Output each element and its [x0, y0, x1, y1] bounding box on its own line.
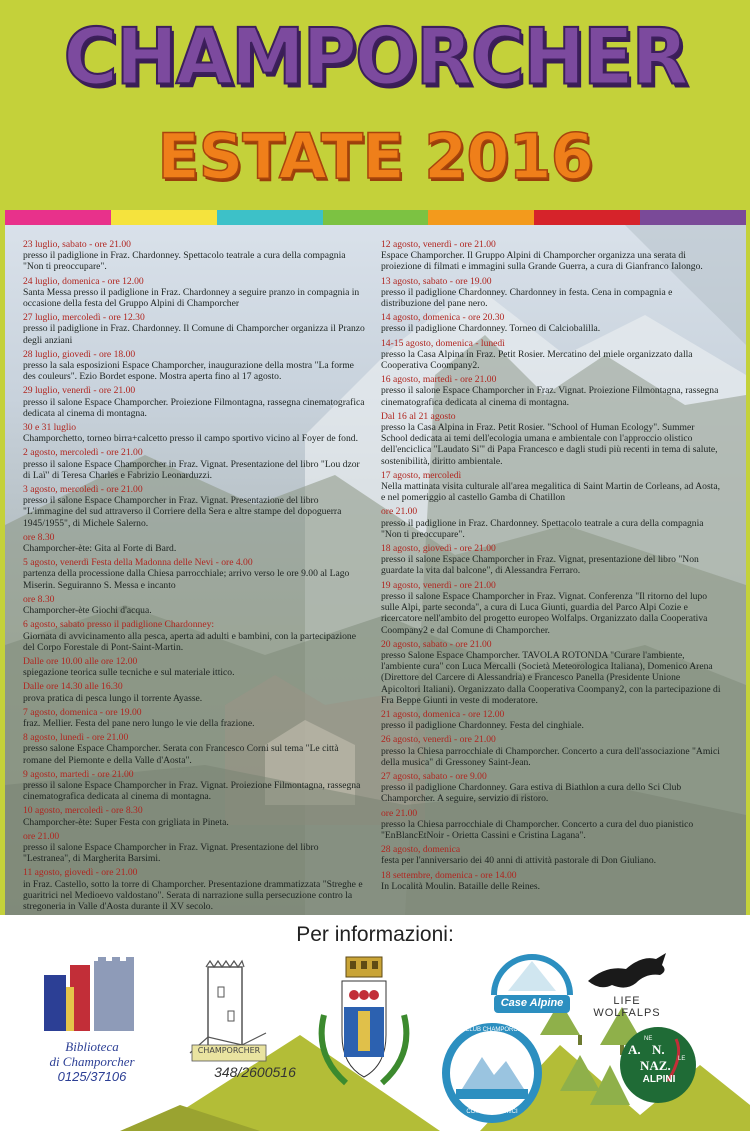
event-item: [23, 769, 367, 803]
event-description: festa per l'anniversario dei 40 anni di attività pastorale di Don Giuliano.: [381, 855, 657, 867]
event-date: 30 e 31 luglio: [23, 422, 77, 434]
event-description: Champorcher-ète: Super Festa con grigliata in Pineta.: [23, 816, 229, 828]
ana-alpini: ALPINI: [642, 1074, 676, 1085]
event-item: [23, 707, 367, 729]
event-date: 27 agosto, sabato - ore 9.00: [381, 770, 487, 782]
event-date: ore 21.00: [23, 830, 60, 842]
event-item: [23, 831, 367, 865]
event-item: [381, 338, 721, 372]
event-date: ore 21.00: [381, 506, 418, 518]
event-date: 24 luglio, domenica - ore 12.00: [23, 275, 144, 287]
event-description: presso il salone Espace Champorcher in Fraz. Vignat, presentazione del libro "Non guardate la vita dal balcone", di Alessandra Ferraro.: [381, 554, 699, 577]
event-date: Dalle ore 10.00 alle ore 12.00: [23, 655, 138, 667]
event-item: [381, 543, 721, 577]
event-item: [381, 771, 721, 805]
event-description: presso salone Espace Champorcher. Serata con Francesco Corni sul tema "Le città romane del Piemonte e della Valle d'Aosta".: [23, 743, 339, 766]
event-description: partenza della processione dalla Chiesa parrocchiale; arrivo verso le ore 9.00 al Lago Miserin. Seguiranno S. Messa e incanto: [23, 568, 350, 591]
event-date: Dal 16 al 21 agosto: [381, 410, 456, 422]
event-date: 18 settembre, domenica - ore 14.00: [381, 869, 517, 881]
ski-club-bottom-label: COMI BASE AMICI: [466, 1109, 518, 1115]
event-item: [23, 422, 367, 444]
event-item: [23, 276, 367, 310]
event-date: 20 agosto, sabato - ore 21.00: [381, 638, 492, 650]
color-stripe: [428, 210, 534, 225]
events-column-right: [381, 239, 721, 895]
event-description: Champorchetto, torneo birra+calcetto presso il campo sportivo vicino al Foyer de fond.: [23, 433, 358, 445]
poster-subtitle: ESTATE 2016: [157, 120, 593, 193]
color-stripe: [534, 210, 640, 225]
event-date: 9 agosto, martedì - ore 21.00: [23, 768, 134, 780]
event-description: presso il padiglione Chardonney. Gara estiva di Biathlon a cura dello Sci Club Champorcher. A seguire, servizio di ristoro.: [381, 782, 682, 805]
ski-club-top-label: SKI CLUB CHAMPORCHER: [453, 1027, 531, 1033]
tower-phone: 348/2600516: [214, 1064, 296, 1080]
event-description: spiegazione teorica sulle tecniche e sul materiale ittico.: [23, 667, 235, 679]
ana-sup-le: LE: [678, 1056, 686, 1062]
event-date: ore 8.30: [23, 531, 55, 543]
event-description: presso il padiglione in Fraz. Chardonney. Spettacolo teatrale a cura della compagnia "Non ti preoccupare".: [23, 250, 346, 273]
event-description: presso il padiglione Chardonney. Chardonney in festa. Cena in compagnia e distribuzione del pane nero.: [381, 286, 673, 310]
event-date: 16 agosto, martedì - ore 21.00: [381, 374, 497, 386]
comune-coat-of-arms-icon: [316, 955, 412, 1095]
ski-club-logo-icon: [436, 1023, 548, 1123]
event-item: [23, 732, 367, 766]
event-description: presso il salone Espace Champorcher in Fraz. Vignat. Presentazione del libro "L'immagine del sud attraverso il Corriere della Sera e altre stampe del dopoguerra 1945/1955", di Michele Salerno.: [23, 495, 342, 529]
event-date: 28 luglio, giovedì - ore 18.00: [23, 348, 136, 360]
event-description: presso il salone Espace Champorcher. Proiezione Filmontagna, rassegna cinematografica dedicata al cinema di montagna.: [23, 396, 365, 419]
event-item: [23, 312, 367, 346]
life-wolfalps-label: LIFE WOLFALPS: [593, 995, 661, 1019]
event-date: 28 agosto, domenica: [381, 844, 461, 856]
event-item: [381, 312, 721, 334]
event-item: [23, 656, 367, 678]
event-item: [23, 447, 367, 481]
event-date: ore 8.30: [23, 593, 55, 605]
event-item: [23, 484, 367, 529]
event-description: presso il salone Espace Champorcher in Fraz. Vignat. Presentazione del libro "Lestranea", di Margherita Barsimi.: [23, 841, 319, 865]
event-description: presso il salone Espace Champorcher in Fraz. Vignat. Conferenza "Il ritorno del lupo sulle Alpi, parte seconda", a cura di Luca Giunti, guardia del Parco Alpi Cozie e ricercatore nell'ambito del progetto europeo Wolfalps. Organizzato dalla Cooperativa Coompany2 e dal Comune di Champorcher.: [381, 590, 708, 636]
event-date: 19 agosto, venerdì - ore 21.00: [381, 579, 496, 591]
event-description: presso il salone Espace Champorcher in Fraz. Vignat. Presentazione del libro "Lou dzor di Laï" di Teresa Charles e Fabrizio Leonarduzzi.: [23, 458, 360, 481]
color-stripe: [640, 210, 746, 225]
event-item: [23, 349, 367, 383]
event-description: prova pratica di pesca lungo il torrente Ayasse.: [23, 692, 203, 704]
event-description: presso la Chiesa parrocchiale di Champorcher. Concerto a cura dell'associazione "Amici della musica" di Gressoney Saint-Jean.: [381, 745, 720, 768]
info-title: Per informazioni:: [296, 923, 454, 946]
event-item: [381, 639, 721, 706]
event-description: in Fraz. Castello, sotto la torre di Champorcher. Presentazione drammatizzata "Streghe e guaritrici nel Medioevo valdostano". Serata di narrazione sulla persecuzione contro la stregoneria in Valle d'Aosta durante il XV secolo.: [23, 878, 363, 912]
event-description: presso la Casa Alpina in Fraz. Petit Rosier. "School of Human Ecology". Summer School dedicata ai temi dell'ecologia umana e ambientale con l'approccio olistico dell'enciclica "Laudato Si'" di Papa Francesco e dagli studi più recenti in tema di salute, sostenibilità, diritto ambientale.: [381, 422, 718, 467]
event-item: [23, 557, 367, 591]
event-date: ore 21.00: [381, 807, 418, 819]
event-date: 14-15 agosto, domenica - lunedì: [381, 337, 505, 349]
event-date: 3 agosto, mercoledì - ore 21.00: [23, 484, 143, 496]
info-section: [0, 915, 750, 1131]
event-date: 12 agosto, venerdì - ore 21.00: [381, 239, 496, 250]
event-date: Dalle ore 14.30 alle 16.30: [23, 681, 123, 693]
header: [0, 0, 750, 210]
event-description: presso il padiglione in Fraz. Chardonney. Il Comune di Champorcher organizza il Pranzo degli anziani: [23, 323, 365, 346]
event-description: Santa Messa presso il padiglione in Fraz. Chardonney a seguire pranzo in compagnia in occasione della festa del Gruppo Alpini di Champorcher: [23, 286, 360, 310]
event-date: 23 luglio, sabato - ore 21.00: [23, 239, 131, 250]
case-alpine-logo-icon: [488, 945, 576, 1023]
color-stripe: [111, 210, 217, 225]
event-item: [381, 870, 721, 892]
event-description: presso Salone Espace Champorcher. TAVOLA ROTONDA "Curare l'ambiente, l'ambiente cura" con Luca Mercalli (Società Meteorologica Italiana), Domenico Arena (Direttore del Carcere di Alessandria) e Francesco Panella (Presidente Unione Apicoltori Italiani). Organizzato dalla Cooperativa Coompany2, con la partecipazione di Fra Beppe Giunti in veste di moderatore.: [381, 649, 721, 706]
wolf-logo-icon: [586, 951, 670, 995]
event-item: [23, 385, 367, 419]
event-date: 5 agosto, venerdì Festa della Madonna delle Nevi - ore 4.00: [23, 557, 253, 569]
event-item: [381, 709, 721, 731]
event-date: 17 agosto, mercoledì: [381, 469, 462, 481]
event-date: 6 agosto, sabato presso il padiglione Chardonney:: [23, 619, 215, 631]
event-date: 29 luglio, venerdì - ore 21.00: [23, 385, 136, 397]
ana-letter-n: N.: [652, 1042, 665, 1057]
event-description: presso la Chiesa parrocchiale di Champorcher. Concerto a cura del duo pianistico "EnBlancEtNoir - Orietta Cassini e Cristina Lagana".: [381, 818, 694, 841]
event-date: 27 luglio, mercoledì - ore 12.30: [23, 312, 145, 324]
event-date: 18 agosto, giovedì - ore 21.00: [381, 543, 496, 555]
event-item: [381, 580, 721, 636]
library-castle-icon: [40, 957, 140, 1035]
event-item: [381, 276, 721, 310]
event-date: 7 agosto, domenica - ore 19.00: [23, 706, 142, 718]
poster-title: CHAMPORCHER: [63, 11, 687, 103]
event-item: [381, 734, 721, 768]
event-item: [381, 239, 721, 273]
event-description: Espace Champorcher. Il Gruppo Alpini di Champorcher organizza una serata di proiezione di filmati e immagini sulla Grande Guerra, a cura di Gianfranco Ialongo.: [381, 250, 703, 273]
event-description: fraz. Mellier. Festa del pane nero lungo le vie della frazione.: [23, 717, 255, 729]
event-description: presso il padiglione Chardonney. Torneo di Calciobalilla.: [381, 323, 601, 335]
event-date: 13 agosto, sabato - ore 19.00: [381, 275, 492, 287]
event-description: Nella mattinata visita culturale all'area megalitica di Saint Martin de Corleans, ad Aosta, e nel pomeriggio al castello Gamba di Chatillon: [381, 481, 720, 504]
library-name: Biblioteca: [65, 1039, 119, 1054]
event-item: [23, 867, 367, 912]
event-description: presso il padiglione in Fraz. Chardonney. Spettacolo teatrale a cura della compagnia "Non ti preoccupare".: [381, 517, 704, 540]
event-description: In Località Moulin. Bataille delle Reines.: [381, 880, 541, 892]
event-item: [381, 844, 721, 866]
event-date: 8 agosto, lunedì - ore 21.00: [23, 732, 129, 744]
event-item: [381, 374, 721, 408]
event-date: 21 agosto, domenica - ore 12.00: [381, 708, 505, 720]
event-item: [381, 470, 721, 504]
color-stripe: [217, 210, 323, 225]
event-description: presso il salone Espace Champorcher in Fraz. Vignat. Proiezione Filmontagna, rassegna cinematografica dedicata al cinema di montagna.: [381, 385, 719, 408]
color-stripe: [5, 210, 111, 225]
event-item: [381, 506, 721, 540]
event-item: [23, 239, 367, 273]
color-stripe: [323, 210, 429, 225]
event-date: 26 agosto, venerdì - ore 21.00: [381, 734, 496, 746]
event-item: [381, 808, 721, 842]
event-date: 2 agosto, mercoledì - ore 21.00: [23, 447, 143, 459]
event-description: presso la Casa Alpina in Fraz. Petit Rosier. Mercatino del miele organizzato dalla Cooperativa Coompany2.: [381, 348, 693, 372]
event-item: [23, 619, 367, 653]
ana-naz: NAZ.: [640, 1058, 671, 1073]
library-place: di Champorcher: [49, 1054, 135, 1069]
event-item: [23, 532, 367, 554]
tower-logo-text: CHAMPORCHER: [197, 1046, 261, 1055]
event-date: 11 agosto, giovedì - ore 21.00: [23, 867, 138, 879]
events-column-left: [23, 239, 367, 915]
color-stripe-bar: [5, 210, 746, 225]
events-background: [5, 225, 746, 915]
ana-sup-ne: NE: [644, 1036, 653, 1042]
event-description: Champorcher-ète: Gita al Forte di Bard.: [23, 543, 177, 555]
event-item: [23, 805, 367, 827]
event-item: [23, 681, 367, 703]
event-item: [23, 594, 367, 616]
event-date: 14 agosto, domenica - ore 20.30: [381, 312, 505, 324]
event-item: [381, 411, 721, 467]
case-alpine-label: Case Alpine: [500, 997, 564, 1009]
event-description: presso il salone Espace Champorcher in Fraz. Vignat. Proiezione Filmontagna, rassegna cinematografica dedicata al cinema di montagna.: [23, 779, 361, 803]
event-description: Giornata di avvicinamento alla pesca, aperta ad adulti e bambini, con la partecipazione del Corpo Forestale di Pont-Saint-Martin.: [23, 630, 356, 653]
library-phone: 0125/37106: [57, 1069, 127, 1084]
event-description: presso la sala esposizioni Espace Champorcher, inaugurazione della mostra "La forme des couleurs". Ezio Bordet espone. Mostra aperta fino al 17 agosto.: [23, 360, 354, 383]
event-description: presso il padiglione Chardonney. Festa del cinghiale.: [381, 720, 584, 732]
ana-letter-a: A.: [628, 1042, 641, 1057]
event-description: Champorcher-ète Giochi d'acqua.: [23, 605, 152, 617]
event-date: 10 agosto, mercoledì - ore 8.30: [23, 805, 143, 817]
